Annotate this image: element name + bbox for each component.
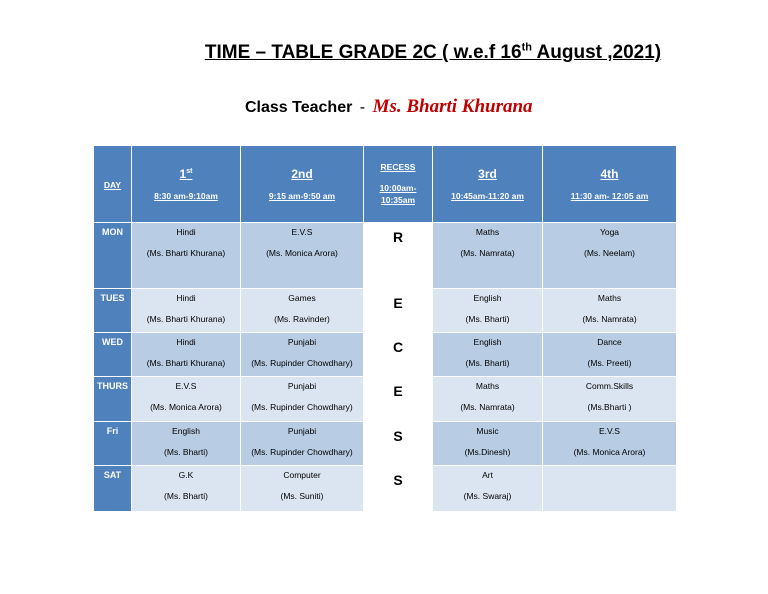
period-cell xyxy=(543,466,677,512)
period-cell xyxy=(543,422,677,466)
recess-letter: E xyxy=(364,377,433,422)
recess-time-end: 10:35am xyxy=(380,195,416,205)
table-row xyxy=(94,289,677,333)
period-cell xyxy=(132,223,241,289)
period-cell xyxy=(132,377,241,422)
day-cell: THURS xyxy=(94,377,132,422)
period-cell xyxy=(543,333,677,377)
day-cell: TUES xyxy=(94,289,132,333)
subject: Dance xyxy=(597,337,622,347)
class-teacher-separator: - xyxy=(359,99,366,116)
teacher: (Ms. Monica Arora) xyxy=(573,447,646,457)
teacher: (Ms. Neelam) xyxy=(583,248,635,258)
subject: Punjabi xyxy=(287,426,317,436)
period-time: 10:45am-11:20 am xyxy=(451,191,524,201)
teacher: (Ms. Monica Arora) xyxy=(266,248,338,258)
table-row xyxy=(94,333,677,377)
period-cell xyxy=(241,422,364,466)
subject: Art xyxy=(482,470,493,480)
period-cell xyxy=(433,466,543,512)
period-cell xyxy=(241,289,364,333)
subject: Comm.Skills xyxy=(585,381,634,391)
title-text: TIME – TABLE GRADE 2C ( w.e.f 16th August ,2021) xyxy=(204,42,662,64)
subject: English xyxy=(473,293,502,303)
recess-header: RECESS 10:00am- 10:35am xyxy=(364,146,433,223)
period-header-4: 4th 11:30 am- 12:05 am xyxy=(543,146,677,223)
recess-letter: C xyxy=(364,333,433,377)
teacher: (Ms. Bharti Khurana) xyxy=(146,358,226,368)
teacher: (Ms.Dinesh) xyxy=(464,447,511,457)
period-cell xyxy=(132,422,241,466)
recess-letter: R xyxy=(364,223,433,289)
recess-letter: S xyxy=(364,422,433,466)
period-cell xyxy=(543,377,677,422)
teacher: (Ms. Ravinder) xyxy=(274,314,330,324)
subject: Hindi xyxy=(176,227,196,237)
period-cell xyxy=(241,223,364,289)
period-time: 9:15 am-9:50 am xyxy=(268,191,336,201)
subject: Music xyxy=(476,426,499,436)
period-cell xyxy=(433,422,543,466)
recess-letter: E xyxy=(364,289,433,333)
subject: Punjabi xyxy=(287,381,317,391)
subject: Maths xyxy=(597,293,622,303)
header-row xyxy=(94,146,677,223)
teacher: (Ms. Swaraj) xyxy=(463,491,512,501)
class-teacher-label: Class Teacher xyxy=(245,99,353,116)
day-cell: SAT xyxy=(94,466,132,512)
page-title xyxy=(0,42,768,64)
teacher: (Ms. Bharti Khurana) xyxy=(146,314,226,324)
teacher: (Ms.Bharti ) xyxy=(587,402,632,412)
subject: English xyxy=(172,426,200,436)
teacher: (Ms. Suniti) xyxy=(280,491,324,501)
table-row xyxy=(94,377,677,422)
period-cell xyxy=(241,333,364,377)
teacher: (Ms. Monica Arora) xyxy=(150,402,222,412)
teacher: (Ms. Bharti) xyxy=(465,314,510,324)
day-column-header: DAY xyxy=(94,146,132,223)
subject: Hindi xyxy=(176,337,196,347)
period-cell xyxy=(433,333,543,377)
recess-letter: S xyxy=(364,466,433,512)
teacher: (Ms. Rupinder Chowdhary) xyxy=(251,402,353,412)
recess-time-start: 10:00am- xyxy=(379,183,417,193)
subject: Maths xyxy=(475,381,500,391)
timetable xyxy=(93,145,677,512)
timetable-body xyxy=(94,223,677,512)
teacher: (Ms. Preeti) xyxy=(587,358,632,368)
day-cell: WED xyxy=(94,333,132,377)
period-cell xyxy=(433,377,543,422)
period-cell xyxy=(241,466,364,512)
teacher: (Ms. Bharti) xyxy=(164,447,208,457)
period-cell xyxy=(132,333,241,377)
table-row xyxy=(94,422,677,466)
teacher: (Ms. Bharti) xyxy=(465,358,510,368)
subject: Hindi xyxy=(176,293,196,303)
class-teacher-name: Ms. Bharti Khurana xyxy=(372,96,533,117)
subject: Punjabi xyxy=(287,337,317,347)
teacher: (Ms. Namrata) xyxy=(460,248,515,258)
subject: Maths xyxy=(475,227,500,237)
teacher: (Ms. Namrata) xyxy=(460,402,515,412)
period-cell xyxy=(433,223,543,289)
teacher: (Ms. Rupinder Chowdhary) xyxy=(251,447,353,457)
period-cell xyxy=(132,289,241,333)
teacher: (Ms. Rupinder Chowdhary) xyxy=(251,358,353,368)
subject: E.V.S xyxy=(175,381,197,391)
table-row xyxy=(94,223,677,289)
subject: Games xyxy=(288,293,316,303)
class-teacher-line xyxy=(245,96,533,118)
subject: E.V.S xyxy=(291,227,313,237)
teacher: (Ms. Bharti Khurana) xyxy=(146,248,226,258)
period-cell xyxy=(241,377,364,422)
subject: G.K xyxy=(178,470,194,480)
subject: Computer xyxy=(283,470,321,480)
timetable-header xyxy=(94,146,677,223)
teacher: (Ms. Namrata) xyxy=(582,314,637,324)
period-cell xyxy=(132,466,241,512)
subject: E.V.S xyxy=(599,426,620,436)
day-cell: MON xyxy=(94,223,132,289)
period-cell xyxy=(433,289,543,333)
period-time: 8:30 am-9:10am xyxy=(154,191,218,201)
period-header-3: 3rd 10:45am-11:20 am xyxy=(433,146,543,223)
period-header-1: 1st 8:30 am-9:10am xyxy=(132,146,241,223)
subject: English xyxy=(473,337,502,347)
period-time: 11:30 am- 12:05 am xyxy=(570,191,649,201)
subject: Yoga xyxy=(599,227,620,237)
period-header-2: 2nd 9:15 am-9:50 am xyxy=(241,146,364,223)
period-cell xyxy=(543,223,677,289)
table-row xyxy=(94,466,677,512)
period-cell xyxy=(543,289,677,333)
teacher: (Ms. Bharti) xyxy=(164,491,208,501)
day-cell: Fri xyxy=(94,422,132,466)
